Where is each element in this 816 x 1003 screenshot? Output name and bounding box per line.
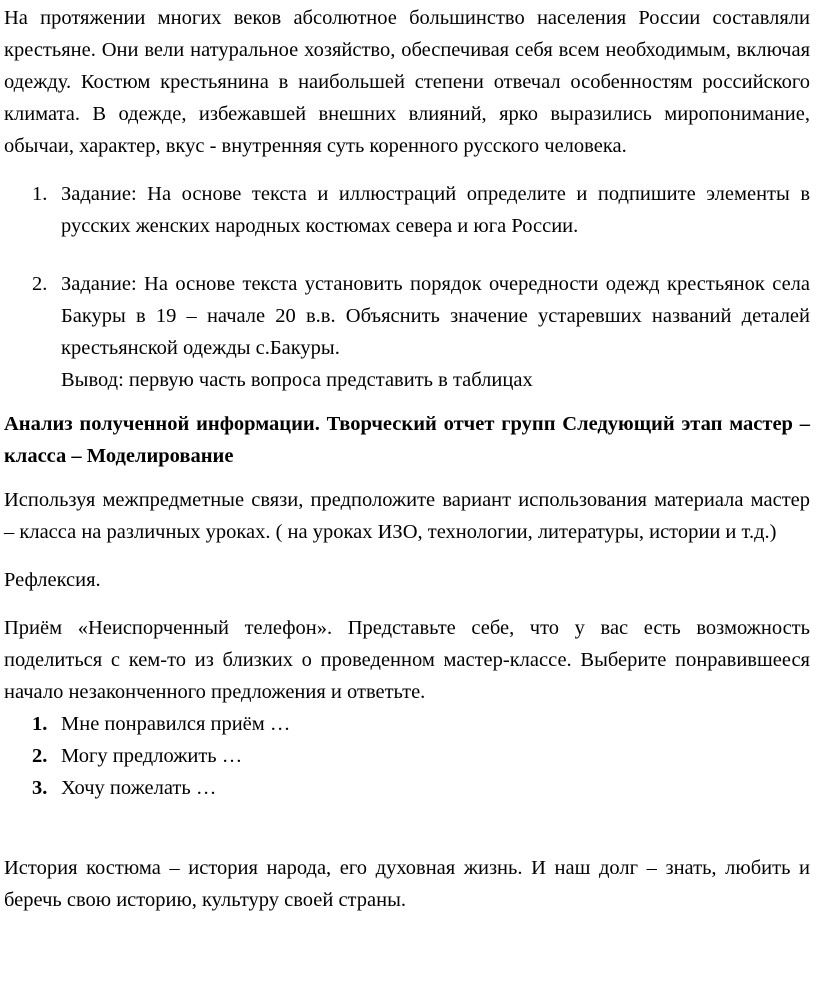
usage-paragraph: Используя межпредметные связи, предположите вариант использования материала мастер – класса на различных уроках. ( на уроках ИЗО, технологии, литературы, истории и т.д.): [4, 489, 810, 543]
task-item-2: [4, 268, 810, 396]
task-item-1: [4, 178, 810, 242]
task-conclusion: Вывод: первую часть вопроса представить в таблицах: [61, 369, 533, 391]
closing-paragraph: История костюма – история народа, его духовная жизнь. И наш долг – знать, любить и беречь свою историю, культуру своей страны.: [4, 857, 810, 911]
phrase-number: 1.: [32, 713, 48, 735]
phrase-item: [4, 740, 810, 772]
task-text: Задание: На основе текста и иллюстраций определите и подпишите элементы в русских женских народных костюмах севера и юга России.: [61, 183, 810, 237]
tasks-list: [4, 178, 810, 396]
phrase-number: 2.: [32, 745, 48, 767]
phrases-list: [4, 708, 810, 804]
intro-paragraph: На протяжении многих веков абсолютное большинство населения России составляли крестьяне. Они вели натуральное хозяйство, обеспечивая себя всем необходимым, включая одежду. Костюм крестьянина в наибольшей степени отвечал особенностям российского климата. В одежде, избежавшей внешних влияний, ярко выразились миропонимание, обычаи, характер, вкус - внутренняя суть коренного русского человека.: [4, 7, 810, 157]
priem-paragraph: Приём «Неиспорченный телефон». Представьте себе, что у вас есть возможность поделиться с кем-то из близких о проведенном мастер-классе. Выберите понравившееся начало незаконченного предложения и ответьте.: [4, 617, 810, 703]
phrase-item: [4, 772, 810, 804]
reflection-label: Рефлексия.: [4, 569, 101, 591]
section-heading: Анализ полученной информации. Творческий отчет групп Следующий этап мастер – класса – Моделирование: [4, 413, 810, 467]
phrase-text: Хочу пожелать …: [61, 777, 217, 799]
phrase-text: Могу предложить …: [61, 745, 243, 767]
phrase-text: Мне понравился приём …: [61, 713, 291, 735]
task-number: 2.: [32, 273, 48, 295]
phrase-item: [4, 708, 810, 740]
task-number: 1.: [32, 183, 48, 205]
task-text: Задание: На основе текста установить порядок очередности одежд крестьянок села Бакуры в 19 – начале 20 в.в. Объяснить значение устаревших названий деталей крестьянской одежды с.Бакуры.: [61, 273, 810, 359]
phrase-number: 3.: [32, 777, 48, 799]
